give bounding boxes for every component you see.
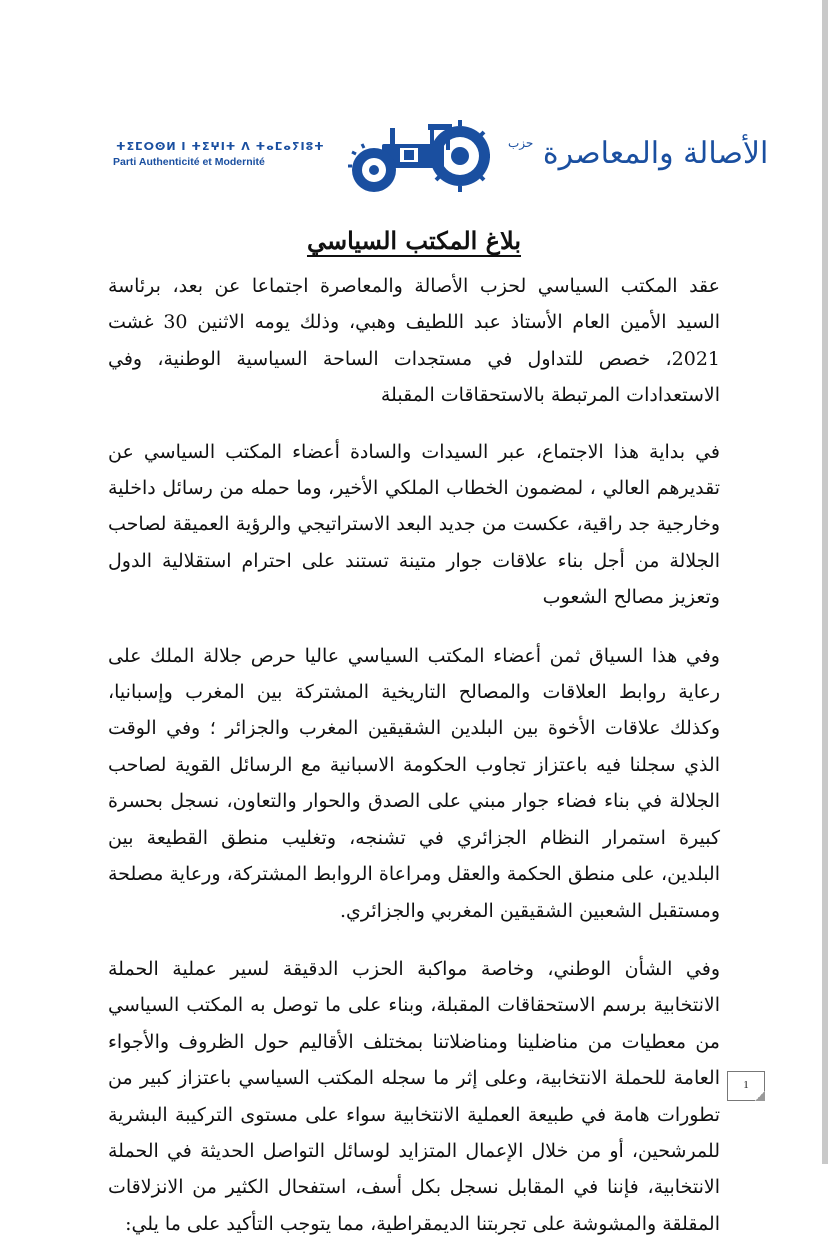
paragraph-meeting: عقد المكتب السياسي لحزب الأصالة والمعاصرة اجتماعا عن بعد، برئاسة السيد الأمين العام الأستاذ عبد اللطيف وهبي، وذلك يومه الاثنين 30 غشت 2021، خصص للتداول في مستجدات الساحة السياسية الوطنية، وفي الاستعدادات المرتبطة بالاستحقاقات المقبلة [108, 275, 720, 407]
party-name-arabic [508, 136, 768, 171]
tractor-icon [342, 118, 492, 196]
paragraph-national-affairs: وفي الشأن الوطني، وخاصة مواكبة الحزب الدقيقة لسير عملية الحملة الانتخابية برسم الاستحقاقات المقبلة، وبناء على ما توصل به المكتب السياسي من معطيات من مناضلينا ومناضلاتنا بمختلف الأقاليم حول الظروف والأجواء العامة للحملة الانتخابية، وعلى إثر ما سجله المكتب السياسي باعتزاز كبير من تطورات هامة في طبيعة العملية الانتخابية سواء على مستوى التركيبة البشرية للمرشحين، أو من خلال الإعمال المتزايد لوسائل التواصل الحديثة في الحملة الانتخابية، فإننا في المقابل نسجل بكل أسف، استفحال الكثير من الانزلاقات المقلقة والمشوشة على تجربتنا الديمقراطية، مما يتوجب التأكيد على ما يلي: [108, 957, 720, 1235]
paragraph-foreign-relations: وفي هذا السياق ثمن أعضاء المكتب السياسي عاليا حرص جلالة الملك على رعاية روابط العلاقات والمصالح التاريخية المشتركة بين المغرب وإسبانيا، وكذلك علاقات الأخوة بين البلدين الشقيقين المغرب والجزائر ؛ وفي الوقت الذي سجلنا فيه باعتزاز تجاوب الحكومة الاسبانية مع الرسائل القوية لصاحب الجلالة في بناء فضاء جوار مبني على الصدق والحوار والتعاون، نسجل بحسرة كبيرة استمرار النظام الجزائري في تشنجه، وتغليب منطق القطيعة بين البلدين، على منطق الحكمة والعقل ومراعاة الروابط المشتركة، ورعاية مصلحة ومستقبل الشعبين الشقيقين المغربي والجزائري. [108, 644, 720, 922]
letterhead [0, 118, 828, 198]
paragraph-royal-speech: في بداية هذا الاجتماع، عبر السيدات والسادة أعضاء المكتب السياسي عن تقديرهم العالي ، لمضمون الخطاب الملكي الأخير، وما حمله من رسائل داخلية وخارجية جد راقية، عكست من جديد البعد الاستراتيجي والرؤية العميقة لصاحب الجلالة من أجل بناء علاقات جوار متينة تستند على احترام استقلالية الدول وتعزيز مصالح الشعوب [108, 440, 720, 609]
party-name-latin: Parti Authenticité et Modernité [113, 156, 265, 168]
document-title-text: بلاغ المكتب السياسي [306, 226, 521, 255]
document-body [108, 268, 720, 1242]
party-name-arabic-main: الأصالة والمعاصرة [542, 136, 769, 171]
party-label-small: حزب [508, 136, 534, 150]
party-name-tifinagh: ⵜⵉⵎⵔⵙⵍ ⵏ ⵜⵉⵖⵏⵜ ⴷ ⵜⴰⵎⴰⵢⵏⵓⵜ [116, 140, 325, 153]
document-title [0, 226, 828, 255]
page-number: 1 [727, 1071, 765, 1101]
